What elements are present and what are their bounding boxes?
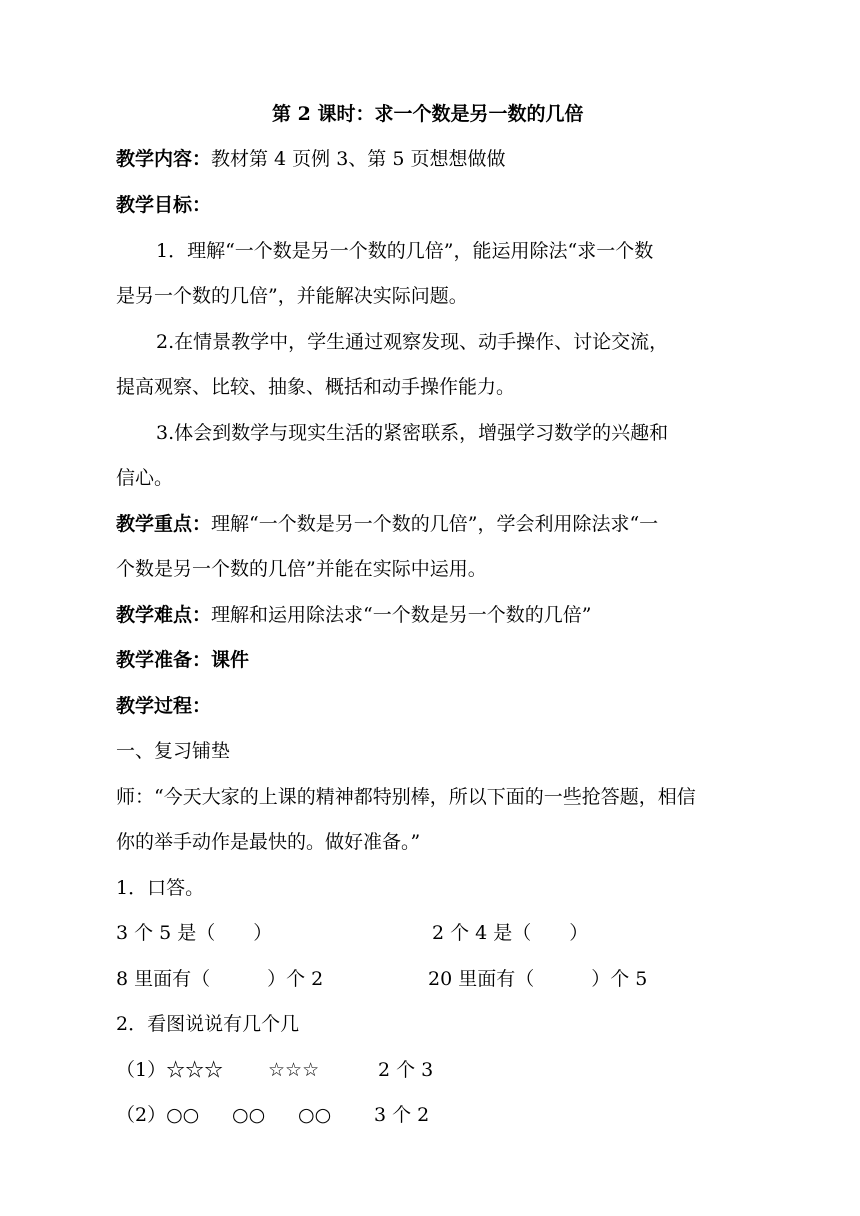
preparation-text: 课件 (211, 649, 250, 671)
preparation-label: 教学准备： (116, 649, 212, 671)
q2-row2-group2: ○○ (232, 1104, 266, 1126)
objective-1-line1: 1．理解“一个数是另一个数的几倍”，能运用除法“求一个数 (156, 240, 654, 262)
q1-row2-right: 20 里面有（ ）个 5 (428, 968, 648, 990)
key-points-label: 教学重点： (116, 513, 212, 535)
lesson-title: 第 2 课时：求一个数是另一数的几倍 (272, 103, 584, 125)
key-points-line2: 个数是另一个数的几倍”并能在实际中运用。 (116, 558, 487, 580)
process-label: 教学过程： (116, 695, 212, 717)
q1-row1-right: 2 个 4 是（ ） (432, 922, 589, 944)
objective-3-line2: 信心。 (116, 467, 174, 489)
q1-row2-left: 8 里面有（ ）个 2 (116, 968, 324, 990)
objective-2-line2: 提高观察、比较、抽象、概括和动手操作能力。 (116, 376, 516, 398)
teacher-line2: 你的举手动作是最快的。做好准备。” (116, 831, 421, 853)
difficulty (116, 602, 591, 628)
teacher-line1: 师：“今天大家的上课的精神都特别棒，所以下面的一些抢答题，相信 (116, 786, 696, 808)
preparation (116, 647, 249, 673)
q2-row1-answer: 2 个 3 (378, 1059, 434, 1081)
q1-row1-left: 3 个 5 是（ ） (116, 922, 273, 944)
difficulty-label: 教学难点： (116, 604, 212, 626)
objective-1-line2: 是另一个数的几倍”，并能解决实际问题。 (116, 285, 468, 307)
q1-heading: 1．口答。 (116, 877, 205, 899)
section-review-heading: 一、复习铺垫 (116, 740, 231, 762)
teaching-content (116, 146, 505, 172)
q2-heading: 2．看图说说有几个几 (116, 1013, 300, 1035)
teaching-content-text: 教材第 4 页例 3、第 5 页想想做做 (211, 148, 506, 170)
objective-3-line1: 3.体会到数学与现实生活的紧密联系，增强学习数学的兴趣和 (156, 422, 669, 444)
objective-2-line1: 2.在情景教学中，学生通过观察发现、动手操作、讨论交流， (156, 331, 669, 353)
difficulty-text: 理解和运用除法求“一个数是另一个数的几倍” (211, 604, 592, 626)
q2-row1-label: （1）☆☆☆ (116, 1059, 224, 1081)
q2-row2-answer: 3 个 2 (374, 1104, 430, 1126)
key-points (116, 511, 658, 537)
q2-row2-label: （2）○○ (116, 1104, 200, 1126)
q2-row2-group3: ○○ (298, 1104, 332, 1126)
teaching-content-label: 教学内容： (116, 148, 212, 170)
objectives-label: 教学目标： (116, 194, 212, 216)
q2-row1-group2: ☆☆☆ (268, 1059, 320, 1081)
key-points-line1: 理解“一个数是另一个数的几倍”，学会利用除法求“一 (211, 513, 659, 535)
